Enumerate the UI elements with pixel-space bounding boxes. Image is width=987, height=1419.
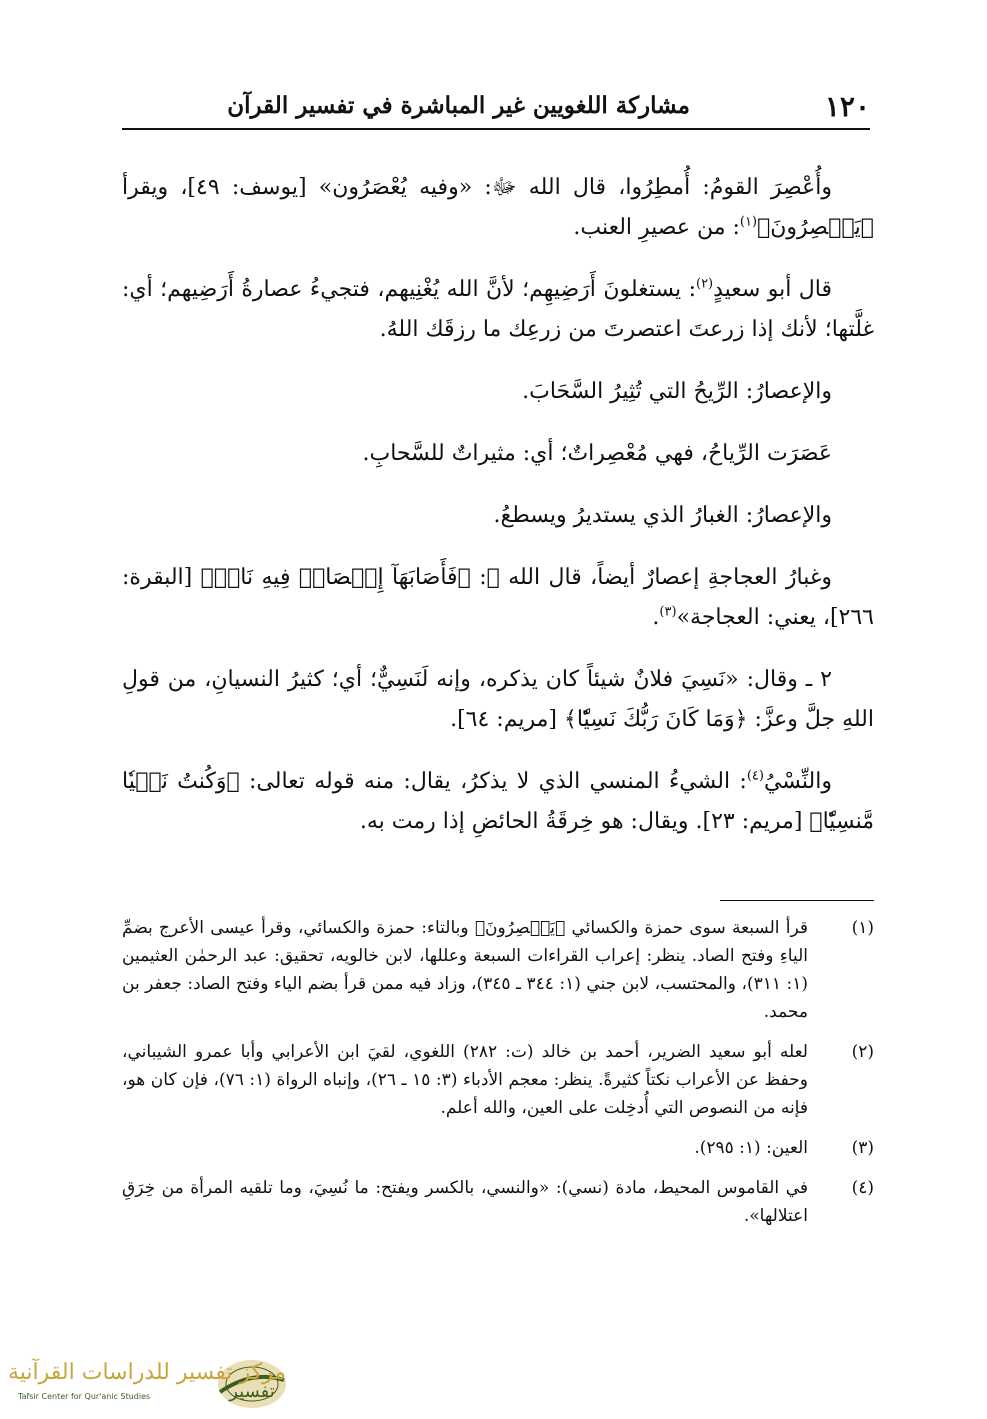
logo-latin-text: Tafsir Center for Qur'anic Studies — [18, 1392, 151, 1401]
page-header — [122, 88, 870, 130]
paragraph: والنِّسْيُ$^{(٤)}$: الشيءُ المنسي الذي لا يذكرُ، يقال: منه قوله تعالى: ﴿وَكُنتُ نَسۡيٗا مَّنسِيّٗا﴾ [مريم: ٢٣]. ويقال: هو خِرقَةُ الحائضِ إذا رمت به. — [122, 768, 874, 834]
footnote — [122, 1174, 874, 1230]
footnote-number: (٣) — [851, 1138, 874, 1158]
footnote-text: العين: (١: ٢٩٥). — [694, 1138, 808, 1158]
footnote-text: قرأ السبعة سوى حمزة والكسائي ﴿يَعۡصِرُونَ﴾ وبالتاء: حمزة والكسائي، وقرأ عيسى الأعرج بضمِّ الياءِ وفتح الصاد. ينظر: إعراب القراءات السبعة وعللها، لابن خالويه، تحقيق: عبد الرحمٰن العثيمين (١: ٣١١)، والمحتسب، لابن جني (١: ٣٤٤ ـ ٣٤٥)، وزاد فيه ممن قرأ بضم الياء وفتح الصاد: جعفر بن محمد. — [122, 918, 809, 1022]
footnote-ref[interactable]: (٣) — [659, 604, 677, 620]
footnotes — [122, 914, 874, 1242]
paragraph: عَصَرَت الرِّياحُ، فهي مُعْصِراتٌ؛ أي: مثيراتٌ للسَّحابِ. — [362, 441, 832, 466]
footnote-ref[interactable]: (١) — [739, 214, 758, 230]
running-title: مشاركة اللغويين غير المباشرة في تفسير القرآن — [227, 92, 690, 119]
footnote — [122, 914, 874, 1026]
footnote-number: (٢) — [851, 1042, 874, 1062]
logo-brand-word: تفسير — [229, 1381, 275, 1402]
paragraph: ٢ ـ وقال: «نَسِيَ فلانٌ شيئاً كان يذكره، وإنه لَنَسِيٌّ؛ أي؛ كثيرُ النسيانِ، من قولِ اللهِ جلَّ وعزَّ: ﴿وَمَا كَانَ رَبُّكَ نَسِيّٗا﴾ [مريم: ٦٤]. — [122, 667, 874, 732]
logo-arabic-text: مركز تفسير للدراسات القرآنية — [8, 1360, 287, 1385]
footnote-text: في القاموس المحيط، مادة (نسي): «والنسي، بالكسر ويفتح: ما نُسِيَ، وما تلقيه المرأة من خِرَقِ اعتلالها». — [122, 1178, 808, 1226]
paragraph: قال أبو سعيدٍ$^{(٢)}$: يستغلونَ أَرَضِيهِم؛ لأنَّ الله يُغْنِيهم، فتجيءُ عصارةُ أَرَضِيهم؛ أي: غلَّتها؛ لأنك إذا زرعتَ اعتصرتَ من زرعِك ما رزقَك اللهُ. — [122, 276, 874, 342]
footnote-text: لعله أبو سعيد الضرير، أحمد بن خالد (ت: ٢٨٢) اللغوي، لقيَ ابن الأعرابي وأبا عمرو الشيباني، وحفظ عن الأعراب نكتاً كثيرةً. ينظر: معجم الأدباء (٣: ١٥ ـ ٢٦)، وإنباه الرواة (١: ٧٦)، فإن كان هو، فإنه من النصوص التي أُدخِلت على العين، والله أعلم. — [122, 1042, 809, 1118]
page-number: ١٢٠ — [824, 90, 870, 123]
main-text — [122, 168, 874, 864]
footnote-ref[interactable]: (٤) — [746, 768, 764, 784]
paragraph: والإعصارُ: الرِّيحُ التي تُثِيرُ السَّحَابَ. — [522, 379, 832, 404]
footnote-number: (١) — [851, 918, 874, 938]
footnote-number: (٤) — [851, 1178, 874, 1198]
footnote — [122, 1038, 874, 1122]
footnote — [122, 1134, 874, 1162]
paragraph: وغبارُ العجاجةِ إعصارٌ أيضاً، قال الله ﷻ: ﴿فَأَصَابَهَآ إِعۡصَارٞ فِيهِ نَارٞ﴾ [البقرة: ٢٦٦]، يعني: العجاجة»$^{(٣)}$. — [122, 565, 874, 630]
paragraph: وأُعْصِرَ القومُ: أُمطِرُوا، قال الله ﷻ: «وفيه يُعْصَرُون» [يوسف: ٤٩]، ويقرأ ﴿يَعۡصِرُونَ﴾$^{(١)}$: من عصيرِ العنب. — [122, 175, 874, 240]
footnote-divider — [720, 900, 874, 901]
footnote-ref[interactable]: (٢) — [695, 276, 714, 292]
paragraph: والإعصارُ: الغبارُ الذي يستديرُ ويسطعُ. — [493, 503, 832, 528]
